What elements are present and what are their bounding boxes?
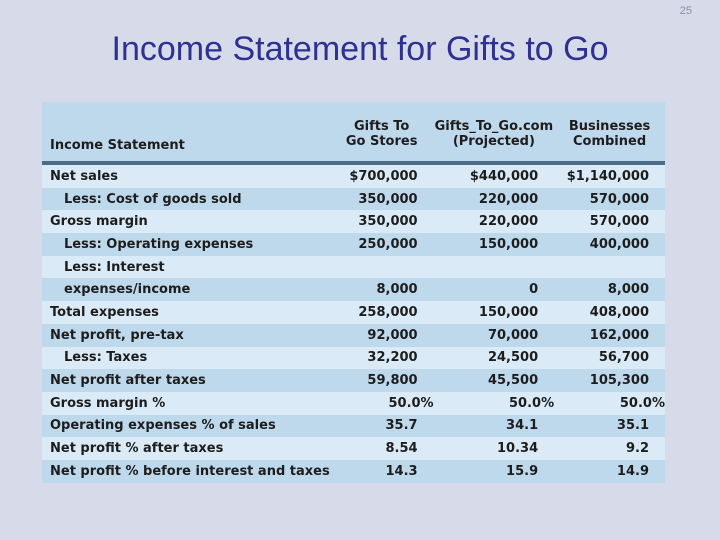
header-gifts-to-go-stores: Gifts To Go Stores xyxy=(345,119,418,149)
row-value: $700,000 xyxy=(349,168,418,184)
row-label: Net profit, pre-tax xyxy=(50,327,184,343)
row-label: Less: Cost of goods sold xyxy=(64,191,242,207)
row-value: $440,000 xyxy=(469,168,539,184)
row-label: Net sales xyxy=(50,168,118,184)
table-row xyxy=(42,460,665,483)
row-value: 14.9 xyxy=(616,463,649,479)
header-income-statement: Income Statement xyxy=(50,138,185,153)
row-value: 350,000 xyxy=(358,214,418,230)
income-statement-table-panel xyxy=(42,102,665,480)
table-row xyxy=(42,392,665,415)
row-value: 8,000 xyxy=(376,282,418,298)
row-value: 24,500 xyxy=(487,350,539,366)
header-gifts-to-go-com: Gifts_To_Go.com (Projected) xyxy=(434,119,554,149)
row-value: 50.0% xyxy=(619,395,665,411)
row-value: 150,000 xyxy=(478,236,539,252)
table-row xyxy=(42,369,665,392)
table-row xyxy=(42,324,665,347)
slide-title: Income Statement for Gifts to Go xyxy=(111,30,609,68)
header-businesses-combined: Businesses Combined xyxy=(568,119,651,149)
row-value: 50.0% xyxy=(509,395,555,411)
table-row xyxy=(42,210,665,233)
row-value: 408,000 xyxy=(589,304,649,320)
table-row xyxy=(42,256,665,279)
row-label: Operating expenses % of sales xyxy=(50,418,276,434)
table-row xyxy=(42,233,665,256)
table-row xyxy=(42,415,665,438)
row-label: Net profit % before interest and taxes xyxy=(50,463,330,479)
row-value: 15.9 xyxy=(506,463,539,479)
row-label: Net profit after taxes xyxy=(50,373,206,389)
row-value: 59,800 xyxy=(367,373,418,389)
row-value: 570,000 xyxy=(589,214,649,230)
income-statement-table xyxy=(42,102,665,483)
row-value: 8,000 xyxy=(607,282,649,298)
table-row xyxy=(42,278,665,301)
row-value: $1,140,000 xyxy=(566,168,649,184)
row-label: Gross margin xyxy=(50,214,148,230)
row-label: Net profit % after taxes xyxy=(50,441,224,457)
row-value: 8.54 xyxy=(385,441,418,457)
row-value: 162,000 xyxy=(589,327,649,343)
table-row xyxy=(42,188,665,211)
row-value: 32,200 xyxy=(367,350,418,366)
row-label: expenses/income xyxy=(64,282,191,298)
table-row xyxy=(42,165,665,188)
row-value xyxy=(434,256,555,279)
row-value: 258,000 xyxy=(358,304,418,320)
slide-number: 25 xyxy=(679,5,692,17)
row-value: 570,000 xyxy=(589,191,649,207)
row-value: 45,500 xyxy=(487,373,539,389)
row-label: Gross margin % xyxy=(50,395,166,411)
table-header-row xyxy=(42,102,665,161)
row-value: 350,000 xyxy=(358,191,418,207)
row-value xyxy=(554,256,665,279)
row-label: Total expenses xyxy=(50,304,159,320)
table-row xyxy=(42,347,665,370)
row-value: 92,000 xyxy=(367,327,418,343)
table-row xyxy=(42,301,665,324)
row-value: 35.1 xyxy=(616,418,649,434)
row-value: 0 xyxy=(529,282,539,298)
row-value: 220,000 xyxy=(478,191,539,207)
row-value: 50.0% xyxy=(388,395,434,411)
row-value: 34.1 xyxy=(506,418,539,434)
row-value: 105,300 xyxy=(589,373,649,389)
row-label: Less: Operating expenses xyxy=(64,236,254,252)
row-value: 220,000 xyxy=(478,214,539,230)
row-value: 10.34 xyxy=(497,441,539,457)
row-label: Less: Interest xyxy=(64,259,165,275)
row-value: 150,000 xyxy=(478,304,539,320)
row-label: Less: Taxes xyxy=(64,350,148,366)
row-value: 14.3 xyxy=(385,463,418,479)
row-value xyxy=(330,256,434,279)
row-value: 9.2 xyxy=(625,441,649,457)
table-body xyxy=(42,165,665,483)
row-value: 35.7 xyxy=(385,418,418,434)
row-value: 70,000 xyxy=(487,327,539,343)
row-value: 250,000 xyxy=(358,236,418,252)
row-value: 400,000 xyxy=(589,236,649,252)
table-row xyxy=(42,437,665,460)
row-value: 56,700 xyxy=(598,350,649,366)
